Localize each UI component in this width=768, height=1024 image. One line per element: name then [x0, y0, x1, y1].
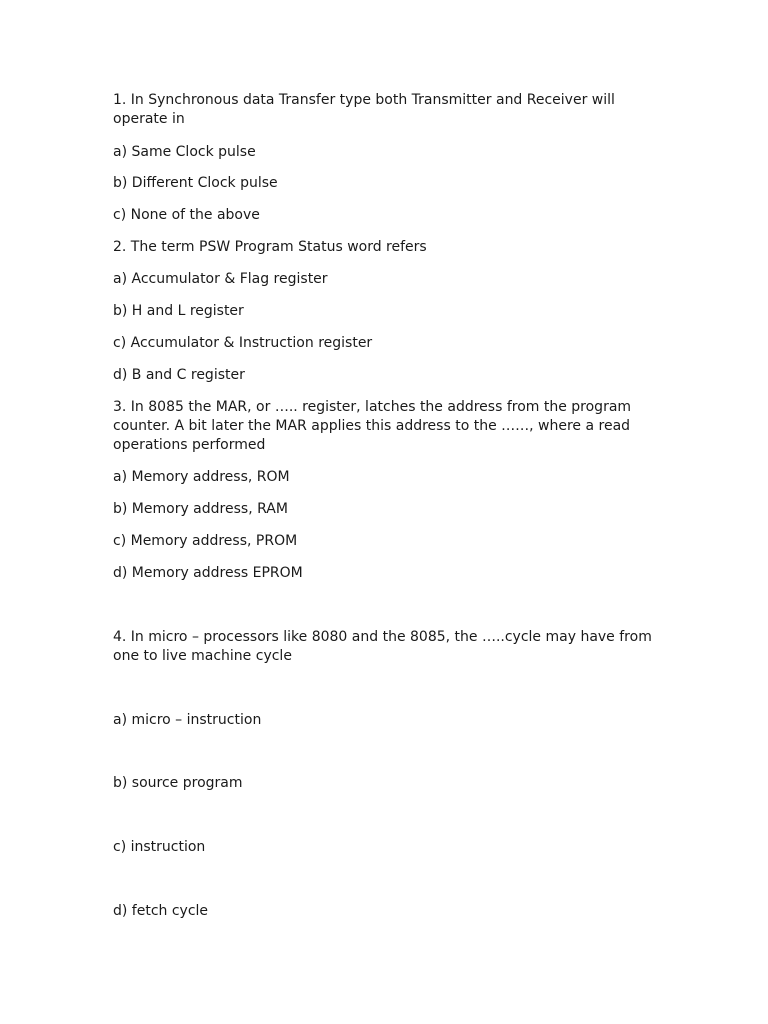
question-1-text: 1. In Synchronous data Transfer type both Transmitter and Receiver will: [113, 92, 615, 108]
question-3-text-cont2: operations performed: [113, 437, 266, 453]
question-3-text: 3. In 8085 the MAR, or ….. register, latches the address from the program: [113, 399, 632, 415]
q1-option-b: b) Different Clock pulse: [113, 175, 278, 191]
q4-option-a: a) micro – instruction: [113, 712, 262, 728]
q3-option-d: d) Memory address EPROM: [113, 565, 303, 581]
q4-option-d: d) fetch cycle: [113, 903, 209, 919]
q3-option-c: c) Memory address, PROM: [113, 533, 298, 549]
q2-option-b: b) H and L register: [113, 303, 244, 319]
q3-option-b: b) Memory address, RAM: [113, 501, 288, 517]
question-3-text-cont: counter. A bit later the MAR applies this address to the ……, where a read: [113, 418, 631, 434]
q1-option-a: a) Same Clock pulse: [113, 144, 256, 160]
question-4-text: 4. In micro – processors like 8080 and the 8085, the …..cycle may have from: [113, 629, 652, 645]
q4-option-c: c) instruction: [113, 839, 206, 855]
question-1-text-cont: operate in: [113, 111, 185, 127]
q4-option-b: b) source program: [113, 775, 243, 791]
q1-option-c: c) None of the above: [113, 207, 260, 223]
question-4-text-cont: one to live machine cycle: [113, 648, 292, 664]
q2-option-a: a) Accumulator & Flag register: [113, 271, 328, 287]
q3-option-a: a) Memory address, ROM: [113, 469, 290, 485]
question-2-text: 2. The term PSW Program Status word refers: [113, 239, 427, 255]
q2-option-c: c) Accumulator & Instruction register: [113, 335, 373, 351]
q2-option-d: d) B and C register: [113, 367, 245, 383]
